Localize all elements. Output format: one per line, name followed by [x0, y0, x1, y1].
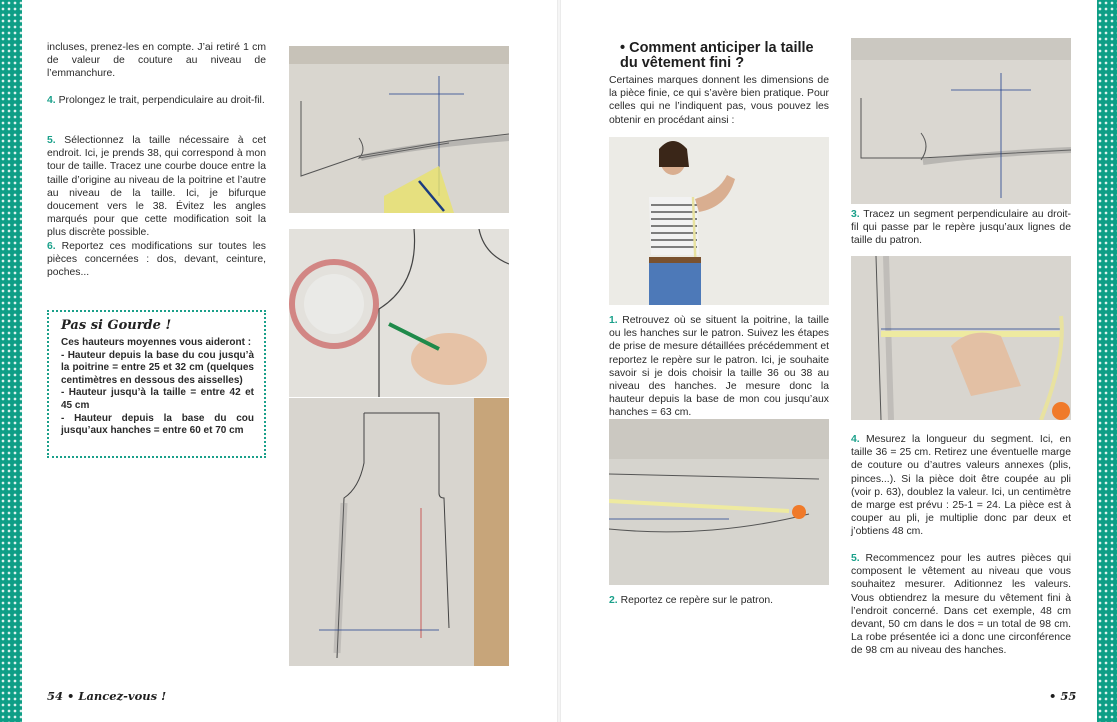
tip-intro: Ces hauteurs moyennes vous aideront :	[61, 337, 252, 348]
step-2-paragraph: 2. Reportez ce repère sur le patron.	[609, 595, 774, 606]
photo-pattern-waist-curve	[289, 46, 509, 213]
step-1-paragraph: 1. Retrouvez où se situent la poitrine, la taille ou les hanches sur le patron. Suivez les étapes de prise de mesure détaillées précédemment et reportez le repère sur le patron. Ici, je souhaite savoir si je dois choisir la taille 36 ou 38 au niveau des hanches. Je mesure donc la hauteur depuis la base de mon cou jusqu’aux hanches = 63 cm.	[609, 315, 829, 419]
section-title: • Comment anticiper la taille du vêtement fini ?	[620, 40, 814, 71]
photo-woman-measuring	[609, 137, 829, 305]
photo-perpendicular-segment	[851, 38, 1071, 204]
right-dotted-border	[1097, 0, 1117, 722]
photo-full-pattern-piece	[289, 398, 509, 666]
step-3-paragraph: 3. Tracez un segment perpendiculaire au droit-fil qui passe par le repère jusqu’aux lignes de taille du patron.	[851, 209, 1072, 247]
photo-drawing-curve	[289, 229, 509, 397]
photo-tape-on-pattern	[609, 419, 829, 585]
step-6-paragraph: 6. Reportez ces modifications sur toutes les pièces concernées : dos, devant, ceinture, poches...	[47, 241, 266, 279]
left-dotted-border	[0, 0, 22, 722]
step-4-paragraph: 4. Prolongez le trait, perpendiculaire au droit-fil.	[47, 95, 265, 106]
right-page-folio: • 55	[1049, 689, 1077, 703]
tip-item: - Hauteur depuis la base du cou jusqu’aux hanches = entre 60 et 70 cm	[61, 412, 254, 437]
intro-paragraph: Certaines marques donnent les dimensions de la pièce finie, ce qui s’avère bien pratique. Pour celles qui ne l’indiquent pas, vous pouvez les obtenir en procédant ainsi :	[609, 75, 829, 126]
step-5-paragraph: 5. Sélectionnez la taille nécessaire à cet endroit. Ici, je prends 38, qui correspond à mon tour de taille. Tracez une courbe douce entre la taille d’origine au niveau de la poitrine et l’autre au niveau de la taille. Ici, je bifurque doucement vers le 38. Évitez les angles marqués pour que cette modification soit la plus discrète possible.	[47, 135, 267, 239]
step-5-right-paragraph: 5. Recommencez pour les autres pièces qui composent le vêtement au niveau que vous souhaitez mesurer. Aditionnez les valeurs. Vous obtiendrez la mesure du vêtement fini à l’endroit concerné. Dans cet exemple, 48 cm devant, 50 cm dans le dos = un total de 98 cm. La robe présentée ici a donc une circonférence de 98 cm au niveau des hanches.	[851, 553, 1072, 657]
left-page-folio: 54 • Lancez-vous !	[47, 689, 167, 703]
tip-title: Pas si Gourde !	[61, 318, 172, 333]
step-4-right-paragraph: 4. Mesurez la longueur du segment. Ici, en taille 36 = 25 cm. Retirez une éventuelle marge de couture ou d’autres valeurs annexes (plis, pinces...). Si la pièce doit être coupée au pli (voir p. 63), doublez la valeur. Ici, un centimètre de marge est prévu : 25-1 = 24. La pièce est à couper au pli, je multiplie donc par deux et j’obtiens 48 cm.	[851, 434, 1071, 538]
page-gutter	[557, 0, 561, 722]
tip-list	[61, 350, 254, 438]
paragraph-continuation: incluses, prenez-les en compte. J’ai retiré 1 cm de valeur de couture au niveau de l’emmanchure.	[47, 42, 266, 80]
tip-item: - Hauteur jusqu’à la taille = entre 42 et 45 cm	[61, 387, 254, 411]
tip-item: - Hauteur depuis la base du cou jusqu’à la poitrine = entre 25 et 32 cm (quelques centimètres en dessous des aisselles)	[61, 349, 254, 386]
tip-box	[47, 310, 266, 458]
photo-measuring-segment	[851, 256, 1071, 420]
